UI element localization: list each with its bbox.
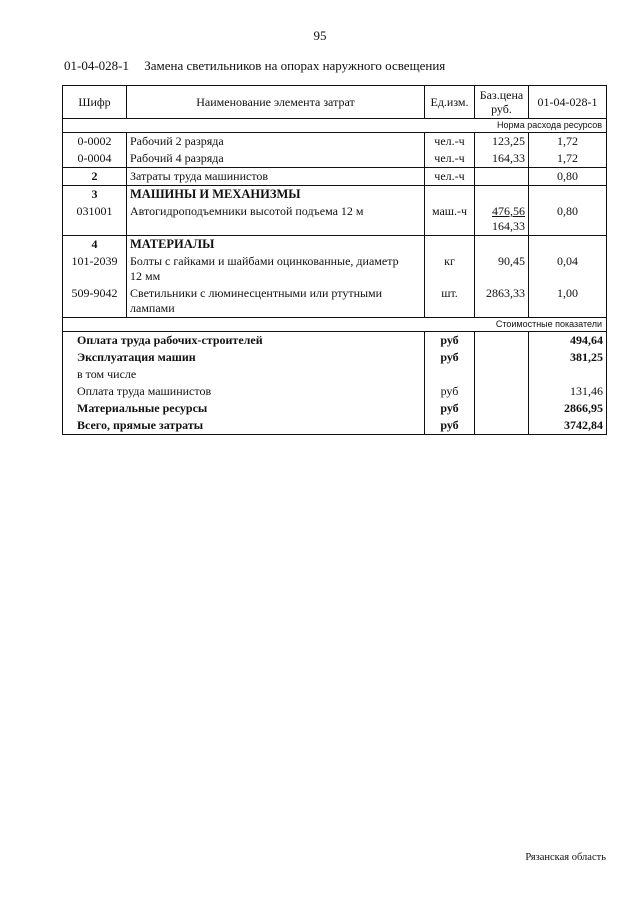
header-unit: Ед.изм. [425,86,475,119]
table-row [63,285,607,318]
row-name [127,253,425,285]
header-base-price-line2: руб. [491,102,512,116]
row-price: 2863,33 [475,285,529,318]
section-code: 3 [63,186,127,204]
row-value: 1,72 [529,150,607,168]
cost-including: в том числе [63,366,425,383]
cost-value: 494,64 [529,332,607,350]
section-title-row [63,186,607,204]
cost-row [63,332,607,350]
cost-unit: руб [425,383,475,400]
header-row [63,86,607,119]
cost-row [63,349,607,366]
row-price-main: 476,56 [492,204,525,218]
row-value: 1,00 [529,285,607,318]
norm-note-row [63,119,607,133]
cost-name: Эксплуатация машин [63,349,425,366]
row-value: 0,80 [529,203,607,236]
cost-value: 381,25 [529,349,607,366]
cost-name: Оплата труда рабочих-строителей [63,332,425,350]
row-code: 101-2039 [63,253,127,285]
row-value: 0,04 [529,253,607,285]
row-price: 123,25 [475,133,529,151]
row-name-line2: лампами [130,301,175,315]
cost-unit: руб [425,332,475,350]
row-code: 509-9042 [63,285,127,318]
row-value: 1,72 [529,133,607,151]
row-price [475,203,529,236]
row-code: 0-0002 [63,133,127,151]
row-name-line1: Болты с гайками и шайбами оцинкованные, диаметр [130,254,399,268]
row-name [127,285,425,318]
norm-note: Норма расхода ресурсов [63,119,607,133]
cost-note-row [63,318,607,332]
cost-row [63,400,607,417]
row-unit: чел.-ч [425,150,475,168]
cost-name: Материальные ресурсы [63,400,425,417]
cost-unit: руб [425,349,475,366]
row-price: 90,45 [475,253,529,285]
row-unit: шт. [425,285,475,318]
table-heading [64,58,445,74]
footer-region: Рязанская область [525,852,606,863]
section-value: 0,80 [529,168,607,186]
section-title: МАШИНЫ И МЕХАНИЗМЫ [127,186,425,204]
section-unit: чел.-ч [425,168,475,186]
row-price-secondary: 164,33 [492,219,525,233]
row-code: 0-0004 [63,150,127,168]
cost-value: 2866,95 [529,400,607,417]
header-code: Шифр [63,86,127,119]
row-unit: кг [425,253,475,285]
table-row [63,203,607,236]
section-row [63,168,607,186]
section-title-row [63,236,607,254]
row-price: 164,33 [475,150,529,168]
section-code: 2 [63,168,127,186]
section-title: МАТЕРИАЛЫ [127,236,425,254]
table-row [63,150,607,168]
section-price [475,168,529,186]
section-name: Затраты труда машинистов [127,168,425,186]
row-code: 031001 [63,203,127,236]
table-row [63,133,607,151]
header-base-price [475,86,529,119]
cost-name: Оплата труда машинистов [63,383,425,400]
cost-value: 3742,84 [529,417,607,435]
row-name: Рабочий 4 разряда [127,150,425,168]
resource-table [62,85,607,435]
cost-unit: руб [425,417,475,435]
header-norm: 01-04-028-1 [529,86,607,119]
cost-note: Стоимостные показатели [63,318,607,332]
heading-title: Замена светильников на опорах наружного освещения [144,58,446,73]
page-number: 95 [313,28,327,43]
header-base-price-line1: Баз.цена [479,88,524,102]
row-unit: чел.-ч [425,133,475,151]
row-name: Автогидроподъемники высотой подъема 12 м [127,203,425,236]
cost-row [63,417,607,435]
row-unit: маш.-ч [425,203,475,236]
heading-code: 01-04-028-1 [64,58,129,73]
cost-value: 131,46 [529,383,607,400]
row-name-line2: 12 мм [130,269,161,283]
cost-name: Всего, прямые затраты [63,417,425,435]
section-code: 4 [63,236,127,254]
row-name-line1: Светильники с люминесцентными или ртутными [130,286,383,300]
cost-row [63,383,607,400]
header-name: Наименование элемента затрат [127,86,425,119]
table-row [63,253,607,285]
row-name: Рабочий 2 разряда [127,133,425,151]
cost-row [63,366,607,383]
cost-unit: руб [425,400,475,417]
